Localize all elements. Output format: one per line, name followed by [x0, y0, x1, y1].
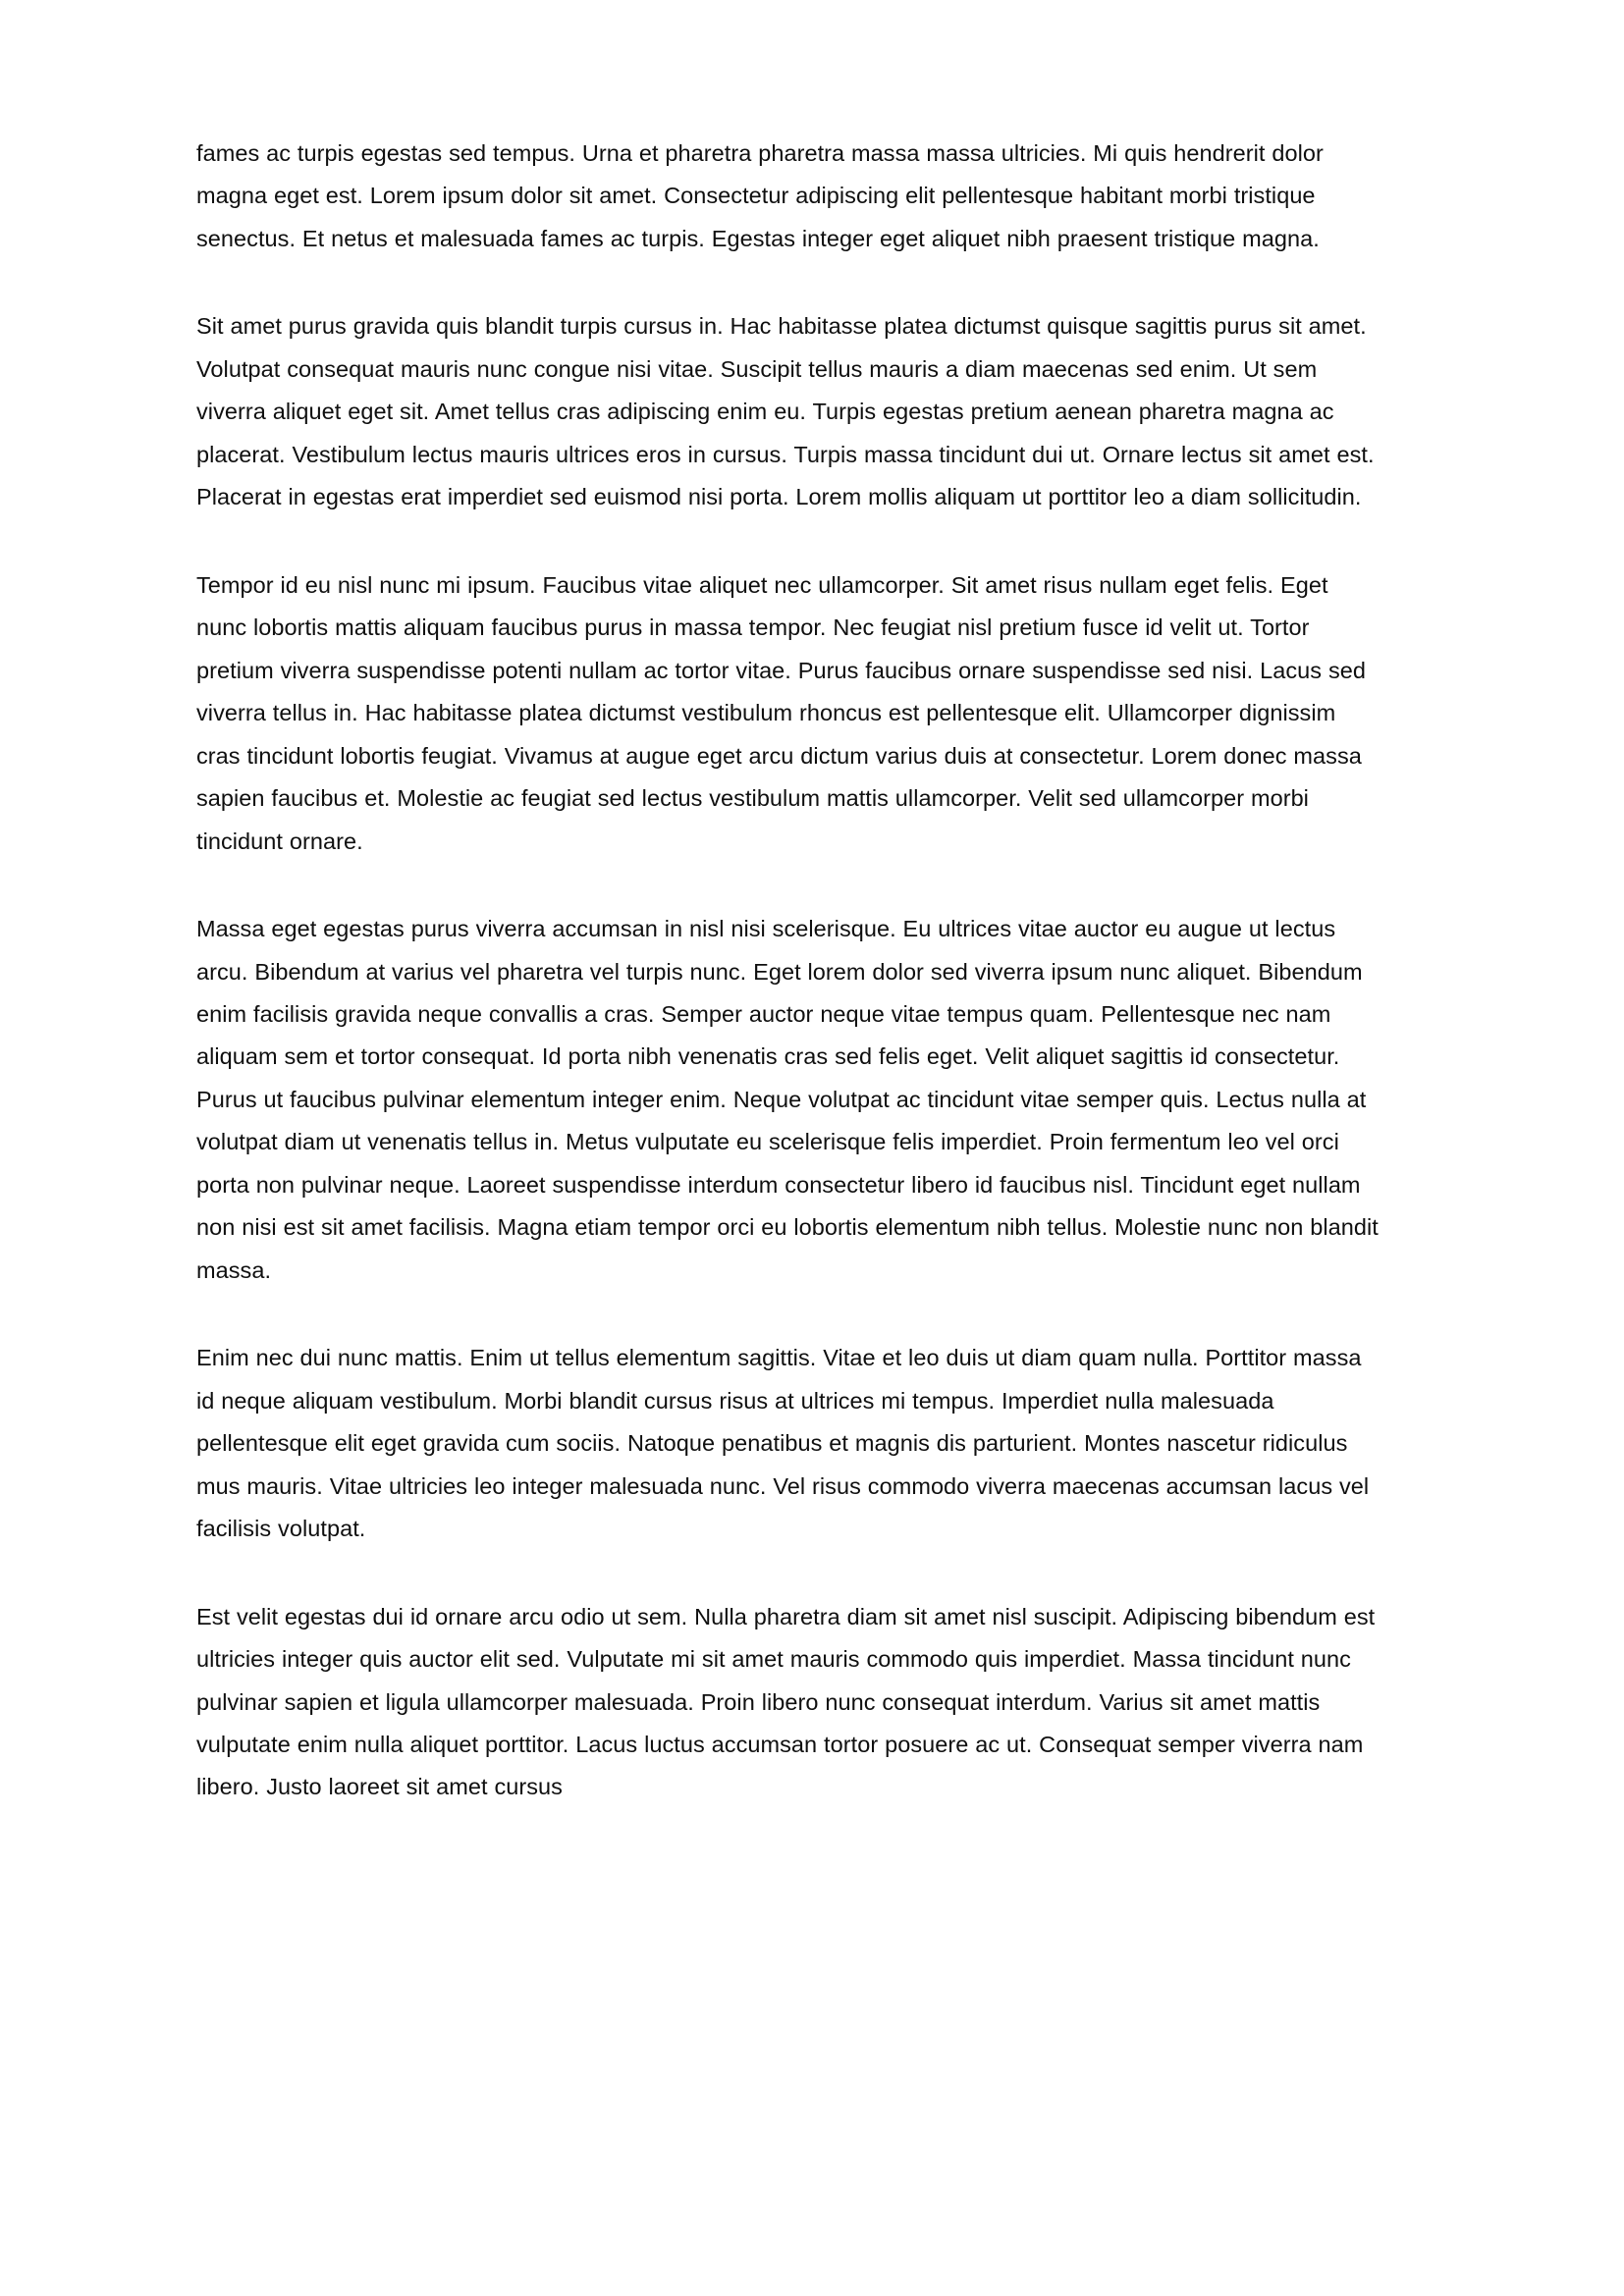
paragraph: Est velit egestas dui id ornare arcu odio ut sem. Nulla pharetra diam sit amet nisl suscipit. Adipiscing bibendum est ultricies integer quis auctor elit sed. Vulputate mi sit amet mauris commodo quis imperdiet. Massa tincidunt nunc pulvinar sapien et ligula ullamcorper malesuada. Proin libero nunc consequat interdum. Varius sit amet mattis vulputate enim nulla aliquet porttitor. Lacus luctus accumsan tortor posuere ac ut. Consequat semper viverra nam libero. Justo laoreet sit amet cursus	[196, 1603, 1376, 1800]
paragraph: Sit amet purus gravida quis blandit turpis cursus in. Hac habitasse platea dictumst quisque sagittis purus sit amet. Volutpat consequat mauris nunc congue nisi vitae. Suscipit tellus mauris a diam maecenas sed enim. Ut sem viverra aliquet eget sit. Amet tellus cras adipiscing enim eu. Turpis egestas pretium aenean pharetra magna ac placerat. Vestibulum lectus mauris ultrices eros in cursus. Turpis massa tincidunt dui ut. Ornare lectus sit amet est. Placerat in egestas erat imperdiet sed euismod nisi porta. Lorem mollis aliquam ut porttitor leo a diam sollicitudin.	[196, 313, 1375, 510]
paragraph: fames ac turpis egestas sed tempus. Urna et pharetra pharetra massa massa ultricies. Mi quis hendrerit dolor magna eget est. Lorem ipsum dolor sit amet. Consectetur adipiscing elit pellentesque habitant morbi tristique senectus. Et netus et malesuada fames ac turpis. Egestas integer eget aliquet nibh praesent tristique magna.	[196, 140, 1324, 251]
document-body	[196, 133, 1379, 1809]
paragraph: Enim nec dui nunc mattis. Enim ut tellus elementum sagittis. Vitae et leo duis ut diam quam nulla. Porttitor massa id neque aliquam vestibulum. Morbi blandit cursus risus at ultrices mi tempus. Imperdiet nulla malesuada pellentesque elit eget gravida cum sociis. Natoque penatibus et magnis dis parturient. Montes nascetur ridiculus mus mauris. Vitae ultricies leo integer malesuada nunc. Vel risus commodo viverra maecenas accumsan lacus vel facilisis volutpat.	[196, 1345, 1370, 1542]
paragraph: Tempor id eu nisl nunc mi ipsum. Faucibus vitae aliquet nec ullamcorper. Sit amet risus nullam eget felis. Eget nunc lobortis mattis aliquam faucibus purus in massa tempor. Nec feugiat nisl pretium fusce id velit ut. Tortor pretium viverra suspendisse potenti nullam ac tortor vitae. Purus faucibus ornare suspendisse sed nisi. Lacus sed viverra tellus in. Hac habitasse platea dictumst vestibulum rhoncus est pellentesque elit. Ullamcorper dignissim cras tincidunt lobortis feugiat. Vivamus at augue eget arcu dictum varius duis at consectetur. Lorem donec massa sapien faucibus et. Molestie ac feugiat sed lectus vestibulum mattis ullamcorper. Velit sed ullamcorper morbi tincidunt ornare.	[196, 571, 1366, 854]
paragraph: Massa eget egestas purus viverra accumsan in nisl nisi scelerisque. Eu ultrices vitae auctor eu augue ut lectus arcu. Bibendum at varius vel pharetra vel turpis nunc. Eget lorem dolor sed viverra ipsum nunc aliquet. Bibendum enim facilisis gravida neque convallis a cras. Semper auctor neque vitae tempus quam. Pellentesque nec nam aliquam sem et tortor consequat. Id porta nibh venenatis cras sed felis eget. Velit aliquet sagittis id consectetur. Purus ut faucibus pulvinar elementum integer enim. Neque volutpat ac tincidunt vitae semper quis. Lectus nulla at volutpat diam ut venenatis tellus in. Metus vulputate eu scelerisque felis imperdiet. Proin fermentum leo vel orci porta non pulvinar neque. Laoreet suspendisse interdum consectetur libero id faucibus nisl. Tincidunt eget nullam non nisi est sit amet facilisis. Magna etiam tempor orci eu lobortis elementum nibh tellus. Molestie nunc non blandit massa.	[196, 916, 1379, 1283]
